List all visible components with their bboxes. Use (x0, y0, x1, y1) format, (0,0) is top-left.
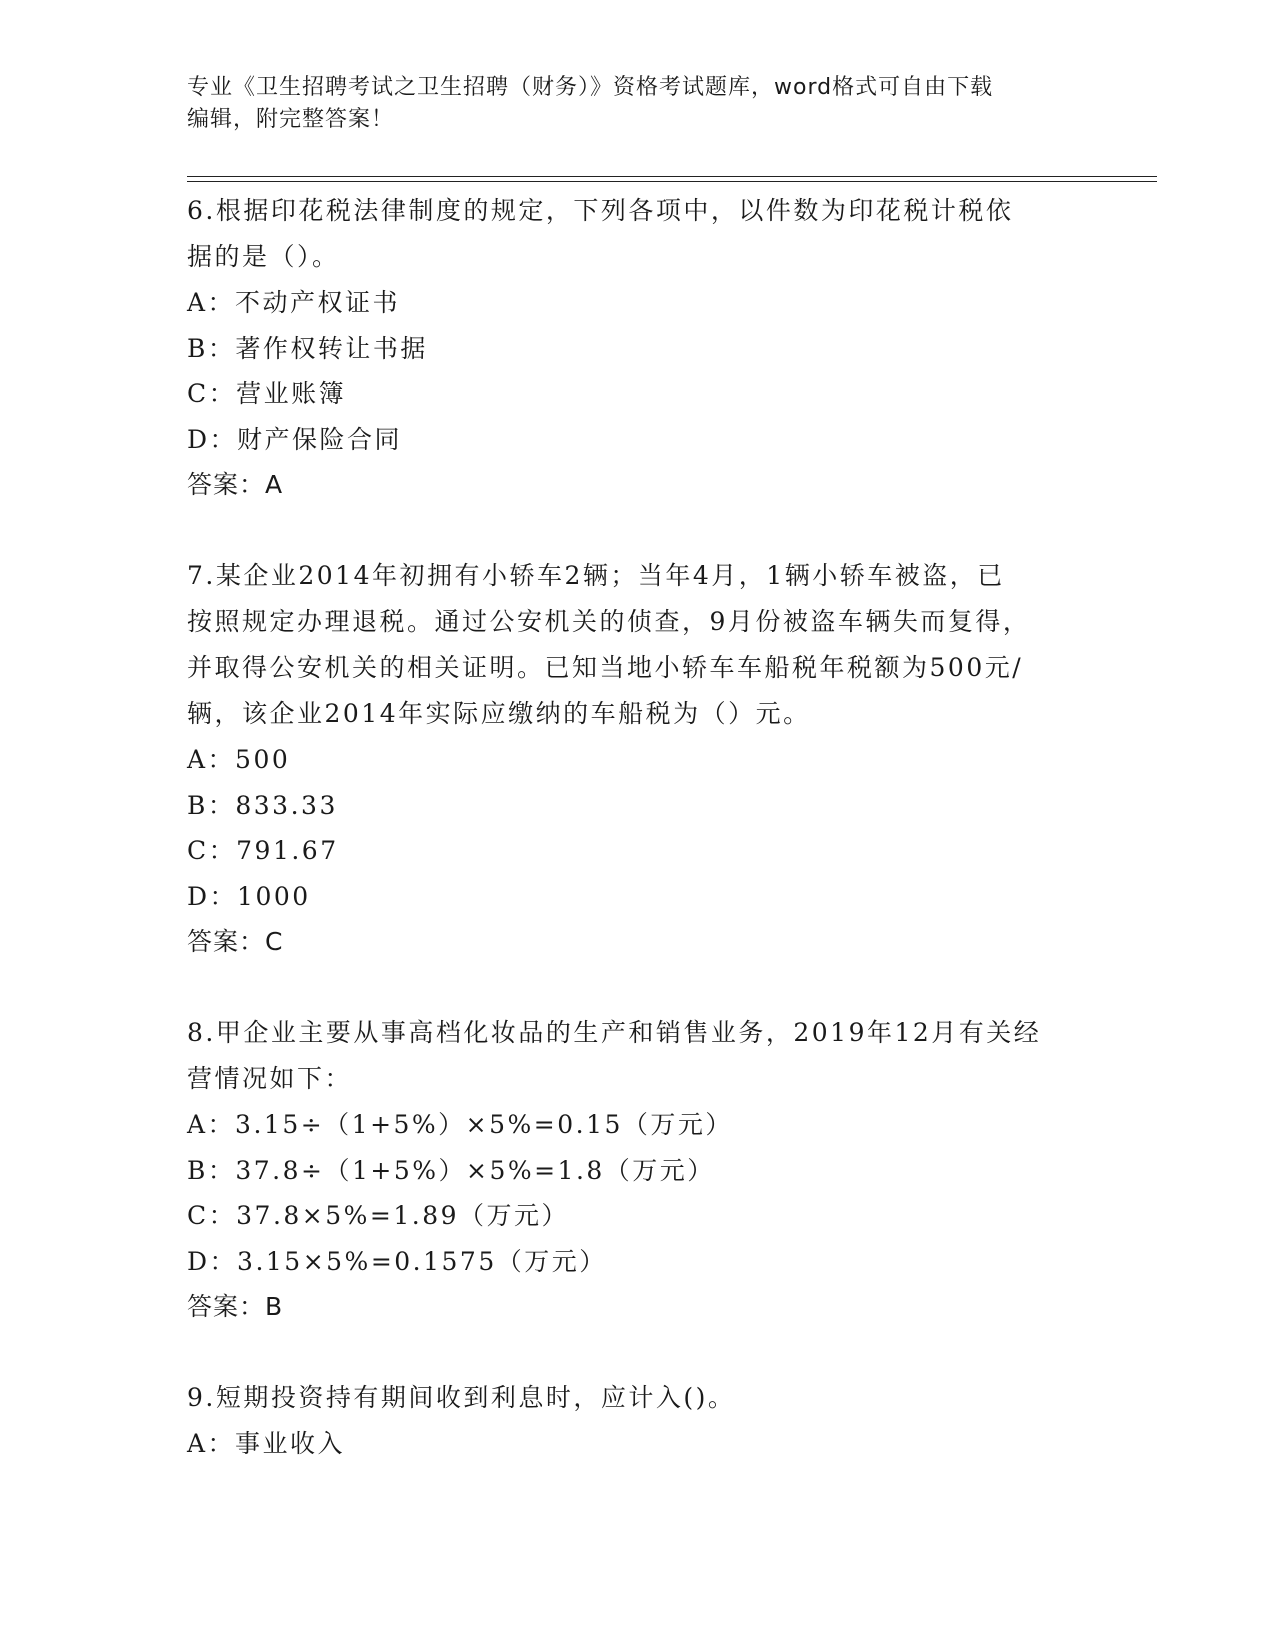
question-text-line: 6.根据印花税法律制度的规定，下列各项中，以件数为印花税计税依 (187, 196, 1014, 225)
header-line-2: 编辑，附完整答案！ (187, 107, 395, 132)
question-text-line: 并取得公安机关的相关证明。已知当地小轿车车船税年税额为500元/ (187, 653, 1024, 682)
question-6 (187, 188, 1087, 508)
question-8 (187, 1010, 1087, 1330)
answer-line: 答案：A (187, 470, 284, 499)
question-text-line: 据的是（）。 (187, 242, 340, 271)
option-c: C：37.8×5%=1.89（万元） (187, 1201, 570, 1230)
header-divider-bottom (187, 181, 1157, 182)
header-line-1: 专业《卫生招聘考试之卫生招聘（财务）》资格考试题库，word格式可自由下载 (187, 75, 994, 100)
option-d: D：1000 (187, 881, 311, 911)
option-d: D：3.15×5%=0.1575（万元） (187, 1246, 607, 1276)
question-text-line: 8.甲企业主要从事高档化妆品的生产和销售业务，2019年12月有关经 (187, 1018, 1042, 1047)
option-b: B：著作权转让书据 (187, 333, 428, 363)
question-9 (187, 1375, 1087, 1467)
question-text-line: 按照规定办理退税。通过公安机关的侦查，9月份被盗车辆失而复得， (187, 607, 1031, 636)
document-header (187, 72, 1087, 136)
option-b: B：37.8÷（1+5%）×5%=1.8（万元） (187, 1155, 715, 1185)
option-d: D：财产保险合同 (187, 424, 403, 454)
question-text-line: 9.短期投资持有期间收到利息时，应计入()。 (187, 1383, 736, 1412)
question-text-line: 7.某企业2014年初拥有小轿车2辆；当年4月，1辆小轿车被盗，已 (187, 561, 1005, 590)
question-text-line: 辆，该企业2014年实际应缴纳的车船税为（）元。 (187, 699, 811, 728)
answer-line: 答案：C (187, 927, 284, 956)
question-text-line: 营情况如下： (187, 1064, 353, 1093)
question-7 (187, 553, 1087, 965)
question-list (187, 188, 1087, 1512)
option-c: C：791.67 (187, 836, 339, 865)
option-a: A：不动产权证书 (187, 288, 401, 317)
header-divider-top (187, 176, 1157, 177)
option-a: A：500 (187, 745, 291, 774)
answer-line: 答案：B (187, 1292, 284, 1321)
option-a: A：3.15÷（1+5%）×5%=0.15（万元） (187, 1110, 733, 1139)
option-b: B：833.33 (187, 790, 338, 820)
option-c: C：营业账簿 (187, 379, 347, 408)
option-a: A：事业收入 (187, 1429, 346, 1458)
